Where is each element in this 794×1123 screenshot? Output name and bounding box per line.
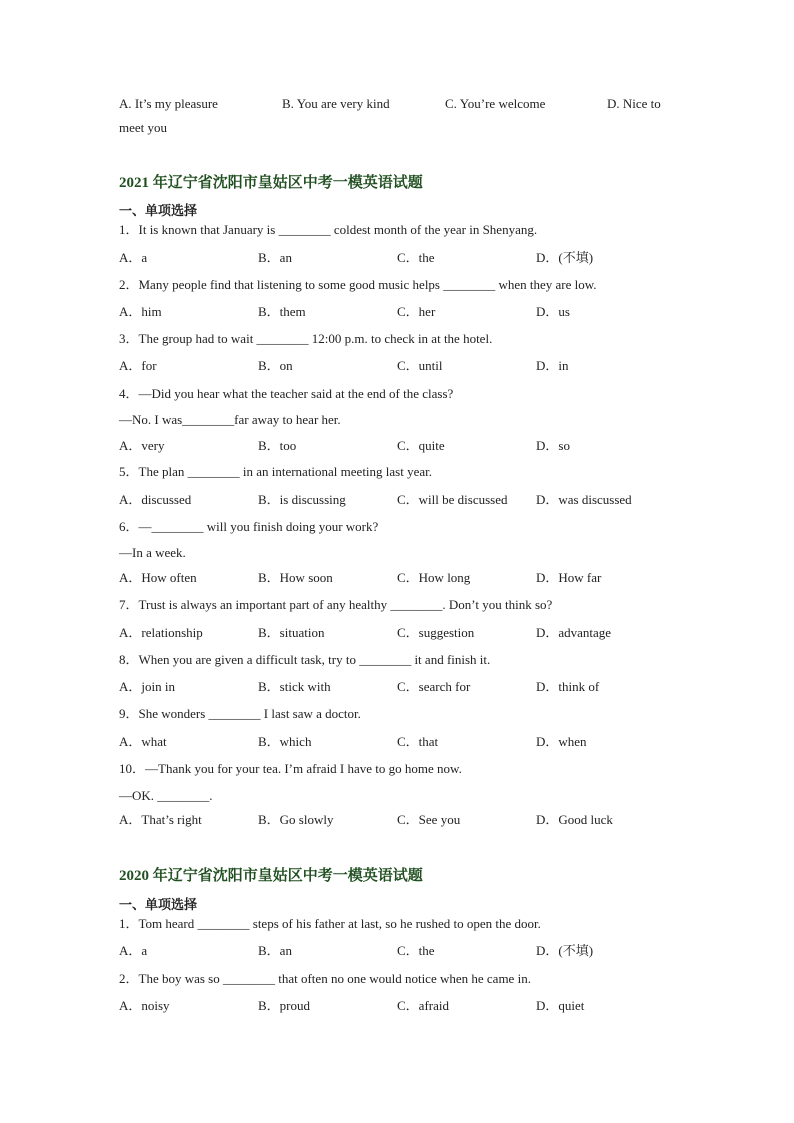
q2021-3-option-b: B．on (258, 358, 293, 373)
q2021-2-option-c: C．her (397, 304, 436, 319)
q2021-7-option-b: B．situation (258, 625, 325, 640)
q2021-2-option-b: B．them (258, 304, 306, 319)
q2021-2-option-a: A．him (119, 304, 162, 319)
q2021-9-option-d: D．when (536, 734, 587, 749)
q2020-1-option-b: B．an (258, 943, 292, 958)
q2020-1-stem: 1．Tom heard ________ steps of his father at last, so he rushed to open the door. (119, 916, 541, 931)
q2021-4-stem-answer: —No. I was________far away to hear her. (119, 412, 341, 427)
q2021-2-option-d: D．us (536, 304, 570, 319)
prev-option-b: B. You are very kind (282, 96, 390, 111)
q2021-8-option-b: B．stick with (258, 679, 331, 694)
exam-2020-section-heading: 一、单项选择 (119, 897, 198, 912)
q2021-4-option-b: B．too (258, 438, 297, 453)
q2021-5-option-a: A．discussed (119, 492, 192, 507)
q2021-7-stem: 7．Trust is always an important part of any healthy ________. Don’t you think so? (119, 597, 553, 612)
prev-option-c: C. You’re welcome (445, 96, 546, 111)
q2021-9-option-c: C．that (397, 734, 439, 749)
q2021-7-option-a: A．relationship (119, 625, 203, 640)
q2021-1-option-b: B．an (258, 250, 292, 265)
q2021-4-option-a: A．very (119, 438, 165, 453)
q2020-1-option-c: C．the (397, 943, 435, 958)
q2021-6-option-d: D．How far (536, 570, 602, 585)
prev-option-continuation: meet you (119, 120, 168, 135)
q2021-4-option-c: C．quite (397, 438, 445, 453)
q2021-9-option-b: B．which (258, 734, 312, 749)
q2021-10-option-a: A．That’s right (119, 812, 202, 827)
q2021-6-option-b: B．How soon (258, 570, 333, 585)
q2021-4-stem: 4．—Did you hear what the teacher said at the end of the class? (119, 386, 454, 401)
exam-2021-section-heading: 一、单项选择 (119, 203, 198, 218)
exam-2021-title: 2021 年辽宁省沈阳市皇姑区中考一模英语试题 (119, 175, 423, 191)
q2021-7-option-c: C．suggestion (397, 625, 475, 640)
q2021-3-stem: 3．The group had to wait ________ 12:00 p.m. to check in at the hotel. (119, 331, 493, 346)
q2021-7-option-d: D．advantage (536, 625, 612, 640)
q2021-6-option-a: A．How often (119, 570, 197, 585)
q2021-5-option-b: B．is discussing (258, 492, 346, 507)
q2021-8-stem: 8．When you are given a difficult task, try to ________ it and finish it. (119, 652, 491, 667)
q2021-1-option-d: D．(不填) (536, 250, 594, 265)
prev-option-a: A. It’s my pleasure (119, 96, 218, 111)
prev-option-d: D. Nice to (607, 96, 661, 111)
q2021-10-stem-answer: —OK. ________. (119, 788, 213, 803)
q2021-8-option-a: A．join in (119, 679, 175, 694)
q2021-6-stem-answer: —In a week. (119, 545, 186, 560)
q2021-8-option-d: D．think of (536, 679, 600, 694)
q2020-2-option-c: C．afraid (397, 998, 449, 1013)
q2021-2-stem: 2．Many people find that listening to some good music helps ________ when they are low. (119, 277, 597, 292)
q2021-9-stem: 9．She wonders ________ I last saw a doctor. (119, 706, 361, 721)
q2020-1-option-d: D．(不填) (536, 943, 594, 958)
q2021-6-stem: 6．—________ will you finish doing your work? (119, 519, 379, 534)
q2021-4-option-d: D．so (536, 438, 570, 453)
q2021-8-option-c: C．search for (397, 679, 471, 694)
q2021-10-stem: 10．—Thank you for your tea. I’m afraid I have to go home now. (119, 761, 462, 776)
q2021-10-option-c: C．See you (397, 812, 461, 827)
q2020-2-option-d: D．quiet (536, 998, 585, 1013)
q2021-5-stem: 5．The plan ________ in an international meeting last year. (119, 464, 433, 479)
q2021-9-option-a: A．what (119, 734, 167, 749)
q2020-2-option-b: B．proud (258, 998, 311, 1013)
q2021-5-option-c: C．will be discussed (397, 492, 508, 507)
q2021-1-option-a: A．a (119, 250, 148, 265)
q2021-5-option-d: D．was discussed (536, 492, 632, 507)
q2021-3-option-c: C．until (397, 358, 443, 373)
q2021-1-option-c: C．the (397, 250, 435, 265)
q2021-6-option-c: C．How long (397, 570, 471, 585)
q2020-2-stem: 2．The boy was so ________ that often no one would notice when he came in. (119, 971, 531, 986)
exam-2020-title: 2020 年辽宁省沈阳市皇姑区中考一模英语试题 (119, 868, 423, 884)
q2021-1-stem: 1．It is known that January is ________ coldest month of the year in Shenyang. (119, 222, 538, 237)
q2021-10-option-b: B．Go slowly (258, 812, 334, 827)
q2020-2-option-a: A．noisy (119, 998, 170, 1013)
q2021-3-option-a: A．for (119, 358, 157, 373)
q2021-10-option-d: D．Good luck (536, 812, 613, 827)
q2021-3-option-d: D．in (536, 358, 569, 373)
q2020-1-option-a: A．a (119, 943, 148, 958)
